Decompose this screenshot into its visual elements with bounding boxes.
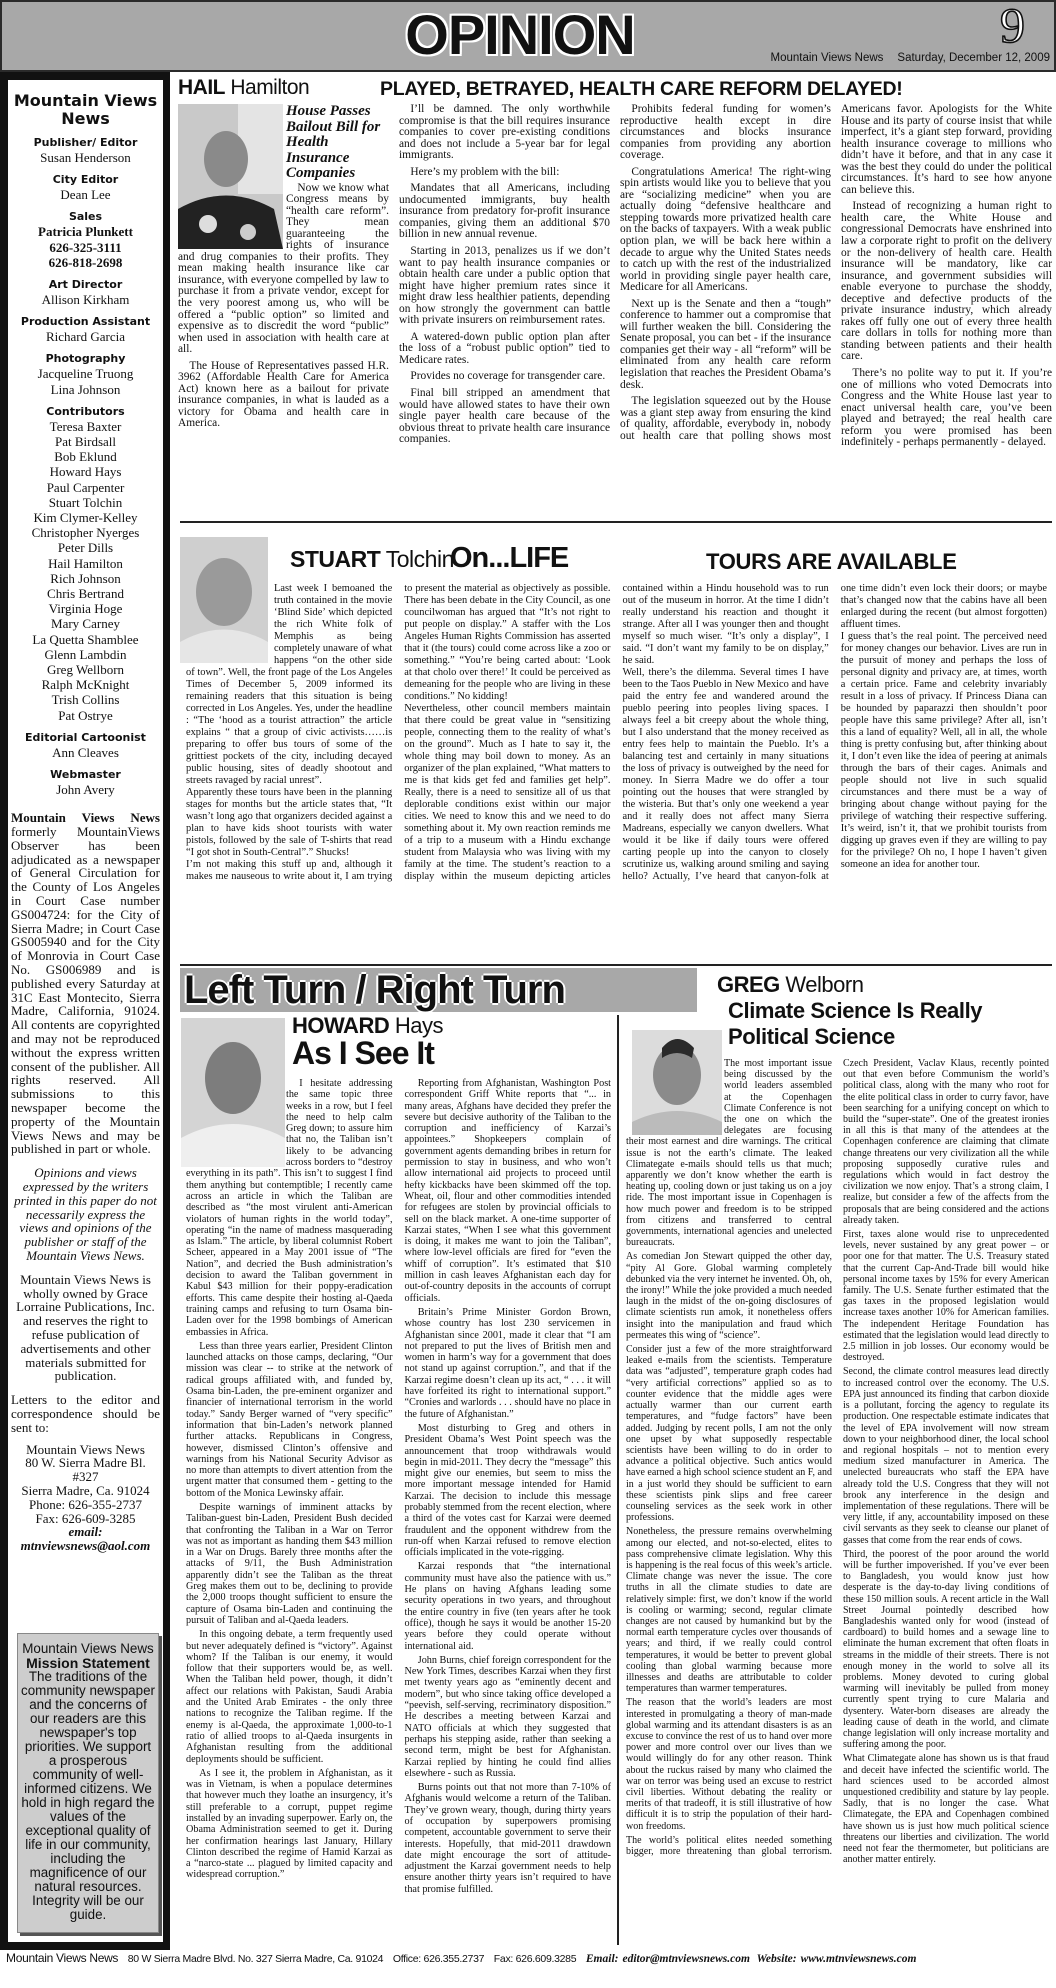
- paragraph: In this ongoing debate, a term frequently used but never adequately defined is “victory”. Against whom? If the Taliban is our enemy, it would follow that their supporters would be, as well. When the Taliban held power, though, it didn’t affect our relations with Pakistan, Saudi Arabia and the United Arab Emirates - the only three nations to recognize the Taliban regime. If the enemy is al-Qaeda, the approximate 1,000-to-1 ratio of allied troops to al-Qaeda insurgents in Afghanistan resulting from the additional deployments should be sufficient.: [186, 1629, 393, 1765]
- disclaimer: Opinions and views expressed by the writers printed in this paper do not necessarily express the views and opinions of the publisher or staff of the Mountain Views News.: [14, 1165, 157, 1263]
- email-link[interactable]: mtnviewsnews@aol.com: [20, 1538, 151, 1554]
- mission-paper-name: Mountain Views News: [22, 1641, 154, 1656]
- column-divider: [617, 1015, 619, 1945]
- staff-name: Bob Eklund: [54, 449, 117, 465]
- mailing-address: [8, 1443, 163, 1553]
- staff-group: [8, 210, 163, 270]
- staff-name: Ralph McKnight: [41, 677, 130, 693]
- footer-office-phone: Office: 626.355.2737: [392, 1953, 485, 1965]
- paragraph: The legislation squeezed out by the House was a giant step away from ensuring the kind of quality, affordable, everybody in, nobody out health care that polling shows most Americans favor. Apologists for the White House and its party of course insist that while imperfect, it’s a giant step forward, providing health insurance coverage to millions who didn’t have it before, and that in any case it was the best they could do under the political circumstances. It’s hard to see how anyone can believe this.: [620, 103, 1052, 442]
- staff-role: Editorial Cartoonist: [25, 730, 146, 744]
- page-number: 9: [1000, 0, 1025, 53]
- article-headline-line1: Climate Science Is Really: [728, 998, 983, 1023]
- email-label: email:: [68, 1524, 103, 1540]
- staff-name: Mary Carney: [51, 616, 120, 632]
- paragraph: I hesitate addressing the same topic three weeks in a row, but I feel the need to help calm Greg down; to assure him that no, the Taliban isn’t likely to be advancing across borders to “destroy everything in its path”. This isn’t to suggest I find them anything but contemptible; I recently came across an article in which the Taliban are described as “the most virulent anti-American violators of human rights in the world today”, operating “in the name of madness masquerading as Islam.” The article, by liberal columnist Robert Scheer, appeared in a May 2001 issue of “The Nation”, and decried the Bush administration’s decision to award the Taliban government in Kabul $43 million for their poppy-eradication efforts. This came despite their hosting al-Qaeda training camps and refusing to turn Osama bin-Laden over for the 1998 bombings of American embassies in Africa.: [186, 1078, 393, 1338]
- paragraph: Instead of recognizing a human right to health care, the White House and congressional Democrats have enshrined into law a corporate right to profit on the delivery or the non-delivery of health care. Health insurance will be mandatory, like car insurance, and government subsidies will enable everyone to purchase the shoddy, deceptive and defective products of the private insurance industry, which already rakes off fully one out of every three health care dollars in tolls for nothing more than standing between patients and their health care.: [841, 200, 1052, 363]
- paragraph: Nevertheless, other council members maintain that there could be great value in “sensitizing people, connecting them to the reality of what’s on the ground”. Much as I hate to say it, the whole thing may boil down to money. As an organizer of the plan explained, “What matters to me is that kids get fed and families get help”. Really, there is a need to sensitize all of us that deplorable conditions exist within our major cities. We need to know this and we need to do something about it. My own reaction reminds me of a trip to a museum with a Hindu exchange student from Malaysia who was living with my family at the time. The student’s reaction to a display within the museum depicting articles contained within a Hindu household was to run out of the museum in horror. At the time I didn’t really understand his reaction and thought it strange. After all I was younger then and thought myself so much wiser. “It’s only a display”, I said. “I don’t want my family to be on display,” he said.: [404, 583, 829, 882]
- staff-name: Hail Hamilton: [48, 555, 123, 571]
- staff-role: Publisher/ Editor: [33, 136, 138, 149]
- fax: Fax: 626-609-3285: [35, 1510, 136, 1526]
- paragraph: Well, there’s the dilemma. Several times I have been to the Taos Pueblo in New Mexico and have paid the entry fee and wandered around the pueblo peering into peoples living spaces. I always feel a bit creepy about the whole thing, but I also understand that the money received as entry fees help to maintain the Pueblo. It’s a balancing test and certainly in many situations the loss of privacy is outweighed by the need for money. In Sierra Madre we do offer a tour pointing out the houses that were strangled by the wisteria. But that’s only one weekend a year and it really does not affect many Sierra Madreans, especially we canyon dwellers. What would it be like if daily tours were offered carting people up into the canyon to closely scrutinize us, walking around smiling and saying hello? Actually, I’ve heard that canyon-folk at one time didn’t even lock their doors; or maybe that’s changed now that the cabins have all been enlarged during the recent (but almost forgotten) affluent times.: [622, 583, 1047, 882]
- staff-role: Sales: [68, 210, 103, 224]
- masthead-sidebar: [0, 72, 170, 1950]
- paragraph: I guess that’s the real point. The perceived need for money changes our behavior. Lives are run in the pursuit of money and perhaps the loss of personal dignity and privacy are, at times, worth a certain price. Fame and celebrity invariably result in a loss of privacy. If Princess Diana can be hounded by paparazzi then shouldn’t poor people have this same privilege? After all, isn’t this a land of equality? Well, all in all, the whole thing is pretty confusing but, after thinking about it, I don’t even like the idea of peering at animals through the bars of their cages. Animals and people should not live in such squalid circumstances and there must be a way of bringing about change without paying for the privilege of watching their respective suffering. It’s weird, isn’t it, that we prohibit tourists from digging up graves even if they are willing to pay for the privilege? Oh no, I hope I haven’t given someone an idea for another tour.: [840, 631, 1047, 870]
- author-first-name: HOWARD: [292, 1013, 390, 1038]
- paragraph: Prohibits federal funding for women’s reproductive health except in dire circumstances and blocks insurance companies from providing any abortion coverage.: [620, 103, 831, 162]
- staff-role: City Editor: [52, 173, 119, 187]
- staff-name: Teresa Baxter: [49, 418, 122, 434]
- staff-name: Pat Ostrye: [58, 707, 113, 723]
- author-byline: [178, 76, 309, 100]
- paragraph: Burns points out that not more than 7-10% of Afghanis would welcome a return of the Taliban. They’ve grown weary, though, during thirty years of occupation by superpowers promising competent, accountable government to serve their interests. Hopefully, that mid-2011 drawdown date might encourage the sort of attitude-adjustment the Karzai government needs to help ensure another thirty years isn’t required to have that promise fulfilled.: [404, 1782, 611, 1895]
- paragraph: Despite warnings of imminent attacks by Taliban-guest bin-Laden, President Bush decided that confronting the Taliban in a War on Terror was not as important as handing them $43 million in a War on Drugs. Barely three months after the attacks of 9/11, the Bush Administration apparently didn’t see the Taliban as the threat Greg makes them out to be, declining to provide the 2,000 troops thought sufficient to ensure the capture of Osama bin-Laden and continuing the pursuit of Taliban and al-Qaeda leaders.: [186, 1501, 393, 1626]
- footer-website-link[interactable]: www.mtnviewsnews.com: [800, 1953, 917, 1965]
- paragraph: Now we know what Congress means by “health care reform”. They mean guaranteeing the rights of insurance and drug companies to their profits. They mean making health insurance like car insurance, with everyone compelled by law to purchase it from a private vendor, except for the very poorest among us, who will be offered a “public option” so limited and expensive as to discredit the word “public” when used in association with health care at all.: [178, 181, 389, 356]
- masthead-panel: [8, 80, 163, 1942]
- paragraph: The most important issue being discussed by the world leaders assembled at the Copenhagen Climate Conference is not the one on which the delegates are focusing their most earnest and dire warnings. The critical issue is not the earth’s climate. The leaked Climategate e-mails should tells us that much; apparently we don’t know whether the earth is heating up, cooling down or just taking us on a joy ride. The most important issue in Copenhagen is how much power and freedom is to be stripped from citizens and transferred to central governments, international agencies and unelected bureaucrats.: [626, 1058, 832, 1249]
- staff-group: [8, 352, 163, 396]
- legal-lead: Mountain Views News: [11, 810, 160, 826]
- welborn-article-body: [626, 1058, 1049, 1865]
- paper-name: Mountain Views News: [770, 52, 884, 64]
- staff-group: [8, 405, 163, 723]
- paragraph: First, taxes alone would rise to unprecedented levels, never sustained by any great power – or poor one for that matter. The U.S. Treasury stated that the current Cap-And-Trade bill would hike personal income taxes by 15% for every American family. The U.S. Senate further estimated that the gas taxes in the proposed legislation would increase taxes another 10% for American families. The independent Heritage Foundation has estimated that the legislation would lead directly to 2.5 million in job losses. Our economy would be destroyed.: [843, 1229, 1049, 1364]
- staff-name: La Quetta Shamblee: [32, 631, 139, 647]
- paragraph: John Burns, chief foreign correspondent for the New York Times, describes Karzai when they first met twenty years ago as “eminently decent and modern”, but who since taking office developed a “peevish, self-serving, recriminatory disposition.” He describes a meeting between Karzai and NATO officials at which they suggested that perhaps his stepping aside, rather than seeking a second term, might be best for Afghanistan. Karzai replied by hinting he could find allies elsewhere - such as Russia.: [404, 1654, 611, 1779]
- address-line: 80 W. Sierra Madre Bl. #327: [25, 1455, 146, 1485]
- footer-address: 80 W Sierra Madre Blvd. No. 327 Sierra Madre, Ca. 91024: [127, 1953, 384, 1965]
- staff-name: Peter Dills: [57, 540, 114, 556]
- footer-fax: Fax: 626.609.3285: [493, 1953, 577, 1965]
- staff-name: Chris Bertrand: [47, 586, 124, 602]
- tolchin-article-body: [186, 583, 1047, 883]
- section-divider: [180, 521, 1052, 523]
- staff-role: Photography: [45, 352, 126, 366]
- staff-role: Webmaster: [50, 768, 121, 782]
- paragraph: Less than three years earlier, President Clinton launched attacks on those camps, declaring, “Our mission was clear -- to strike at the network of radical groups affiliated with, and funded by, Osama bin-Laden, the pre-eminent organizer and financier of international terrorism in the world today.” Sandy Berger warned of “very specific” information that bin-Laden’s network planned further attacks. Republicans in Congress, however, dismissed Clinton’s offensive and warnings from his National Security Advisor as no more than attempts to divert attention from the urgent matter that consumed them - getting to the bottom of the Monica Lewinsky affair.: [186, 1340, 393, 1499]
- paragraph: Consider just a few of the more straightforward leaked e-mails from the scientists. Temperature data was “adjusted”, temperature graph codes had “very artificial corrections” applied so as to counter evidence that the middle ages were actually warmer than our current earth temperatures, and “fudge factors” have been added. Judging by recent polls, I am not the only one upset by what supposedly respectable scientists have been willing to do in order to advance a political objective. Such antics would have earned a high school science student an F, and in a just world they should be sufficient to earn these scientists pink slips and free career counseling services as the seek work in other professions.: [626, 1344, 832, 1524]
- footer-email-label: Email:: [585, 1953, 619, 1965]
- legal-notice: [8, 811, 163, 1156]
- dateline: [756, 52, 1050, 64]
- paragraph: Second, the climate control measures lead directly to increased control over the economy. The U.S. EPA just announced its finding that carbon dioxide is a pollutant, forcing the agency to regulate its production. One respectable estimate indicates that the level of EPA involvement will now stream down to your neighborhood diner, the local school and regional hospitals – not to mention every medium sized manufacturer in America. The unelected bureaucrats who staff the EPA have already told the U.S. Congress that they will not brook any interference in the design and implementation of these regulations. There will be very little, if any, accountability imposed on these civil servants as they seek to cleanse our planet of gasses that come from the rear ends of cows.: [843, 1366, 1049, 1546]
- mission-statement-box: [17, 1633, 159, 1933]
- paragraph: As comedian Jon Stewart quipped the other day, “pity Al Gore. Global warming completely debunked via the very internet he invented. Oh, oh, the irony!” While the joke provided a much needed laugh in the midst of the on-going disclosures of climate scientists run amok, it nonetheless offers insight into the manipulation and fraud which permeates this wing of “science”.: [626, 1251, 832, 1341]
- article-headline: TOURS ARE AVAILABLE: [706, 549, 957, 574]
- mission-heading: Mission Statement: [26, 1655, 150, 1671]
- staff-name: Pat Birdsall: [54, 434, 117, 450]
- column-name: On...LIFE: [450, 542, 569, 574]
- staff-role: Art Director: [48, 278, 123, 292]
- paragraph: The reason that the world’s leaders are most interested in promulgating a theory of man-made global warming and its attendant disasters is as an excuse to convince the rest of us to hand over more power and more control over our lives than we would willingly do for any other reason. Think about the ruckus raised by many who claimed the war on terror was being used an excuse to restrict civil liberties. Without debating the reality or merits of that tradeoff, it is still illustrative of how difficult it is to strip the population of their hard-won freedoms.: [626, 1697, 832, 1832]
- masthead-title: Mountain Views News: [13, 91, 158, 128]
- paragraph: The House of Representatives passed H.R. 3962 (Affordable Health Care for America Act) known here as a bailout for private insurance companies, in what is lauded as a victory for Obama and health care in America.: [178, 359, 389, 430]
- section-title: OPINION: [405, 3, 635, 66]
- footer-website-label: Website:: [756, 1953, 797, 1965]
- staff-name: Jacqueline Truong: [37, 366, 134, 382]
- paragraph: There’s no polite way to put it. If you’re one of millions who voted Democrats into Congress and the White House last year to enact universal health care, you’ve been played and betrayed; the real health care reform you were promised has been indefinitely - perhaps permanently - delayed.: [841, 367, 1052, 449]
- staff-name: Virginia Hoge: [48, 601, 123, 617]
- staff-name: Richard Garcia: [45, 329, 126, 345]
- staff-name: 626-818-2698: [48, 254, 123, 270]
- address-line: Mountain Views News: [26, 1441, 145, 1457]
- staff-name: Paul Carpenter: [46, 479, 125, 495]
- paragraph: As I see it, the problem in Afghanistan, as it was in Vietnam, is when a populace determines that however much they loathe an insurgency, it’s still preferable to a corrupt, puppet regime installed by an invading superpower. Early on, the Obama Administration seemed to get it. During her confirmation hearings last January, Hillary Clinton described the regime of Hamid Karzai as a “narco-state ... plagued by limited capacity and widespread corruption.”: [186, 1767, 393, 1881]
- footer-email-link[interactable]: editor@mtnviewsnews.com: [622, 1953, 750, 1965]
- staff-name: Lina Johnson: [50, 381, 121, 397]
- article-headline: PLAYED, BETRAYED, HEALTH CARE REFORM DELAYED!: [380, 78, 903, 100]
- hail-article-body: [178, 104, 1052, 449]
- left-right-banner: [180, 968, 697, 1012]
- paragraph: The world’s political elites needed something bigger, more threatening than global terrorism. Czech President, Vaclav Klaus, recently pointed out that even before Communism the world’s political class, along with the many who root for the elite political class in order to curry favor, have been searching for a unifying concept on which to build the “super-state”. One of the greatest ironies in all this is that many of the attendees at the Copenhagen conference are claiming that climate change threatens our very civilization all the while proposing supposedly curative rules and regulations which would in fact destroy the civilization we now enjoy. That’s a strong claim, I realize, but consider a few of the affects from the proposals that are being considered and the actions already taken.: [626, 1058, 1049, 1858]
- staff-name: Glenn Lambdin: [44, 646, 127, 662]
- paragraph: Britain’s Prime Minister Gordon Brown, whose country has lost 230 servicemen in Afghanistan since 2001, made it clear that “I am not prepared to put the lives of British men and women in harm’s way for a government that does not stand up against corruption.”, and that if the Karzai regime doesn’t clean up its act, “ . . . it will have forfeited its right to international support.” “Cronies and warlords . . . should have no place in the future of Afghanistan.”: [404, 1306, 611, 1420]
- ownership-notice: Mountain Views News is wholly owned by Grace Lorraine Publications, Inc. and reserves the right to refuse publication of advertisements and other materials submitted for publication.: [16, 1271, 155, 1384]
- paragraph: Final bill stripped an amendment that would have allowed states to have their own single payer health care because of the obvious threat to private health care insurance companies.: [399, 387, 610, 446]
- paragraph: I’ll be damned. The only worthwhile compromise is that the bill requires insurance companies to cover pre-existing conditions and does not include a 5-year bar for legal immigrants.: [399, 103, 610, 162]
- staff-name: Rich Johnson: [50, 570, 121, 586]
- paragraph: Mandates that all Americans, including undocumented immigrants, buy health insurance from predatory for-profit insurance companies, giving them an additional $70 billion in new annual revenue.: [399, 182, 610, 241]
- staff-name: Kim Clymer-Kelley: [33, 510, 138, 526]
- paragraph: Most disturbing to Greg and others in President Obama’s West Point speech was the announcement that troop withdrawals would begin in mid-2011. They decry the “message” this might give our enemies, but seem to miss the more important message intended for Hamid Karzai. The decision to include this message probably stemmed from the recent election, where a third of the votes cast for Karzai were deemed fraudulent and the opponent withdrew from the run-off when Karzai refused to remove election officials implicated in the vote-rigging.: [404, 1422, 611, 1559]
- paragraph: Provides no coverage for transgender care.: [410, 370, 606, 383]
- paragraph: Starting in 2013, penalizes us if we don’t want to pay health insurance companies or obtain health care under a public option that might have higher premium rates since it might draw less healthier patients, depending on how strongly the government can battle with private insurers on reimbursement rates.: [399, 245, 610, 327]
- author-first-name: STUART: [290, 546, 381, 572]
- banner-title: Left Turn / Right Turn: [184, 968, 565, 1012]
- staff-name: Dean Lee: [60, 187, 111, 203]
- paragraph: Congratulations America! The right-wing spin artists would like you to believe that you are “socializing medicine” when you are actually doing “defensive healthcare and stepping towards more privatized health care on the backs of taxpayers. With a weak public option plan, we will be back here within a decade to argue why the United States needs to catch up with the rest of the industrialized world in providing single payer health care, Medicare for all Americans.: [620, 165, 831, 294]
- paragraph: Next up is the Senate and then a “tough” conference to hammer out a compromise that will further weaken the bill. Considering the Senate proposal, you can bet - if the insurance companies get their way - all “reform” will be eliminated from any health care reform legislation that reaches the President Obama’s desk.: [620, 297, 831, 391]
- staff-name: 626-325-3111: [49, 239, 122, 255]
- staff-name: Christopher Nyerges: [31, 525, 140, 541]
- author-last-name: Tolchin: [385, 546, 454, 572]
- author-last-name: Hamilton: [230, 76, 310, 99]
- mission-text: The traditions of the community newspaper and the concerns of our readers are this newspaper's top priorities. We support a prosperous community of well-informed citizens. We hold in high regard the values of the exceptional quality of life in our community, including the magnificence of our natural resources. Integrity will be our guide.: [21, 1669, 155, 1922]
- staff-list: [8, 136, 163, 797]
- staff-group: [8, 136, 163, 165]
- author-first-name: GREG: [717, 972, 780, 997]
- author-byline: [717, 972, 863, 998]
- article-headline-line2: Political Science: [728, 1024, 895, 1049]
- staff-name: Stuart Tolchin: [48, 494, 123, 510]
- paragraph: A watered-down public option plan after the loss of a “robust public option” tied to Medicare rates.: [399, 330, 610, 366]
- footer-paper-name: Mountain Views News: [6, 1951, 119, 1965]
- page-footer: [6, 1951, 1052, 1965]
- staff-name: Howard Hays: [49, 464, 122, 480]
- author-first-name: HAIL: [178, 76, 225, 99]
- paragraph: Karzai responds that “the international community must have also the patience with us.” He plans on having Afghans leading some security operations in two years, and throughout the entire country in five (ten years after he took office), though he says it would be another 15-20 years before they could operate without international aid.: [404, 1561, 611, 1652]
- staff-name: Susan Henderson: [40, 150, 131, 165]
- staff-group: [8, 173, 163, 202]
- staff-name: Ann Cleaves: [52, 744, 119, 760]
- author-byline: [290, 546, 454, 573]
- staff-role: Contributors: [46, 404, 125, 418]
- section-divider: [180, 964, 1052, 966]
- letters-intro: Letters to the editor and correspondence should be sent to:: [11, 1392, 160, 1435]
- paragraph: Nonetheless, the pressure remains overwhelming among our elected, and not-so-elected, elites to pass comprehensive climate legislation. Why this is happening is the real focus of this week’s article. Climate change was never the issue. The core truths in all the climate studies to date are relatively simple: first, we don’t know if the world is cooling or warming; second, regular climate changes are not caused by humankind but by the normal earth temperature cycles over thousands of years; and third, if we really could control temperatures, it would be better to prevent global cooling than global warming because more illnesses and deaths are attributable to colder temperatures than warmer temperatures.: [626, 1526, 832, 1695]
- staff-name: John Avery: [56, 782, 115, 798]
- staff-group: [8, 768, 163, 797]
- staff-name: Allison Kirkham: [41, 292, 130, 308]
- staff-role: Production Assistant: [20, 315, 151, 329]
- address-line: Sierra Madre, Ca. 91024: [21, 1482, 150, 1498]
- author-last-name: Hays: [394, 1013, 443, 1038]
- staff-name: Greg Wellborn: [46, 662, 125, 678]
- paragraph: I’m not making this stuff up and, although it makes me nauseous to write about it, I am trying to present the material as objectively as possible. There has been debate in the City Council, as one councilwoman has argued that “It’s not right to put people on display.” A staffer with the Los Angeles Human Rights Commission has asserted that it (the tours) could come across like a zoo or something.” “You’re being carted about: ‘Look at that cholo over there!’ It could be perceived as demeaning for the people who are living in these conditions.” No kidding!: [186, 583, 611, 882]
- paragraph: What Climategate alone has shown us is that fraud and deceit have infected the scientific world. The hard sciences used to be accorded almost unquestioned credibility and stature by lay people. Sadly, that is no longer the case. What Climategate, the EPA and Copenhagen combined have shown us is just how much political science threatens our liberties and civilization. The world need not fear the thermometer, but politicians are another matter entirely.: [843, 1753, 1049, 1866]
- staff-group: [8, 315, 163, 344]
- staff-group: [8, 278, 163, 307]
- article-subhead: House Passes Bailout Bill for Health Insurance Companies: [286, 103, 381, 181]
- paragraph: Here’s my problem with the bill:: [410, 165, 560, 178]
- column-name: As I See It: [292, 1035, 434, 1071]
- issue-date: Saturday, December 12, 2009: [897, 52, 1050, 64]
- staff-group: [8, 731, 163, 760]
- author-last-name: Welborn: [785, 972, 864, 997]
- paragraph: Third, the poorest of the poor around the world will be further impoverished. If you’ve ever been to Bangladesh, you would know just how desperate is the day-to-day living conditions of these 150 million souls. A recent article in the Wall Street Journal pointedly described how Bangladeshis wanted only for wood (instead of cardboard) to build homes and a sewage line to eliminate the human excrement that often floats in streams in the middle of their streets. There is not enough money in the world to solve all its problems. Money devoted to curing global warming will inevitably be pulled from money currently spent trying to cure Malaria and dysentery. Water-born diseases are already the leading cause of death in the world, and climate change legislation will only increase mortality and suffering among the poor.: [843, 1548, 1049, 1751]
- staff-name: Patricia Plunkett: [38, 224, 133, 240]
- paragraph: Reporting from Afghanistan, Washington Post correspondent Griff White reports that “... in many areas, Afghans have decided they prefer the severe but decisive authority of the Taliban to the corruption and inefficiency of Karzai’s appointees.” Shopkeepers complain of government agents demanding bribes in return for permission to stay in business, and who won’t allow international aid projects to proceed until hefty kickbacks have been skimmed off the top. Wheat, oil, flour and other commodities intended for refugees are stolen by provincial officials to sell on the black market. A one-time supporter of Karzai states, “When I see what this government is doing, it makes me want to join the Taliban”, where low-level officials are fired for “even the whiff of corruption”. It’s estimated that $10 million in cash leaves Afghanistan each day for out-of-country deposits in the accounts of corrupt officials.: [404, 1078, 611, 1304]
- staff-name: Trish Collins: [51, 692, 120, 708]
- phone: Phone: 626-355-2737: [28, 1496, 143, 1512]
- legal-text: formerly MountainViews Observer has been adjudicated as a newspaper of General Circulation for the County of Los Angeles in Court Case number GS004724: for the City of Sierra Madre; in Court Case GS005940 and for the City of Monrovia in Court Case No. GS006989 and is published every Saturday at 31C East Montecito, Sierra Madre, California, 91024. All contents are copyrighted and may not be reproduced without the express written consent of the publisher. All rights reserved. All submissions to this newspaper become the property of the Mountain Views News and may be published in part or whole.: [11, 824, 160, 1157]
- hays-article-body: [186, 1078, 611, 1895]
- paragraph: Last week I bemoaned the truth contained in the movie ‘Blind Side’ which depicted the rich White folk of Memphis as being completely unaware of what happens “on the other side of town”. Well, the front page of the Los Angeles Times of December 5, 2009 informed its remaining readers that this situation is being corrected in Los Angeles. Yes, under the headline : “The ‘hood as a tourist attraction” the article explains “ that a group of civic activists……is preparing to offer bus tours of some of the grittiest pockets of the city, including decayed public housing, sites of deadly shootout and streets ravaged by racial unrest”.: [186, 583, 393, 786]
- paragraph: Apparently these tours have been in the planning stages for months but the article states that, “It wasn’t long ago that organizers decided against a plan to have kids shoot tourists with water pistols, followed by the sale of T-shirts that read “I got shot in South-Central”.” Shucks!: [186, 787, 393, 858]
